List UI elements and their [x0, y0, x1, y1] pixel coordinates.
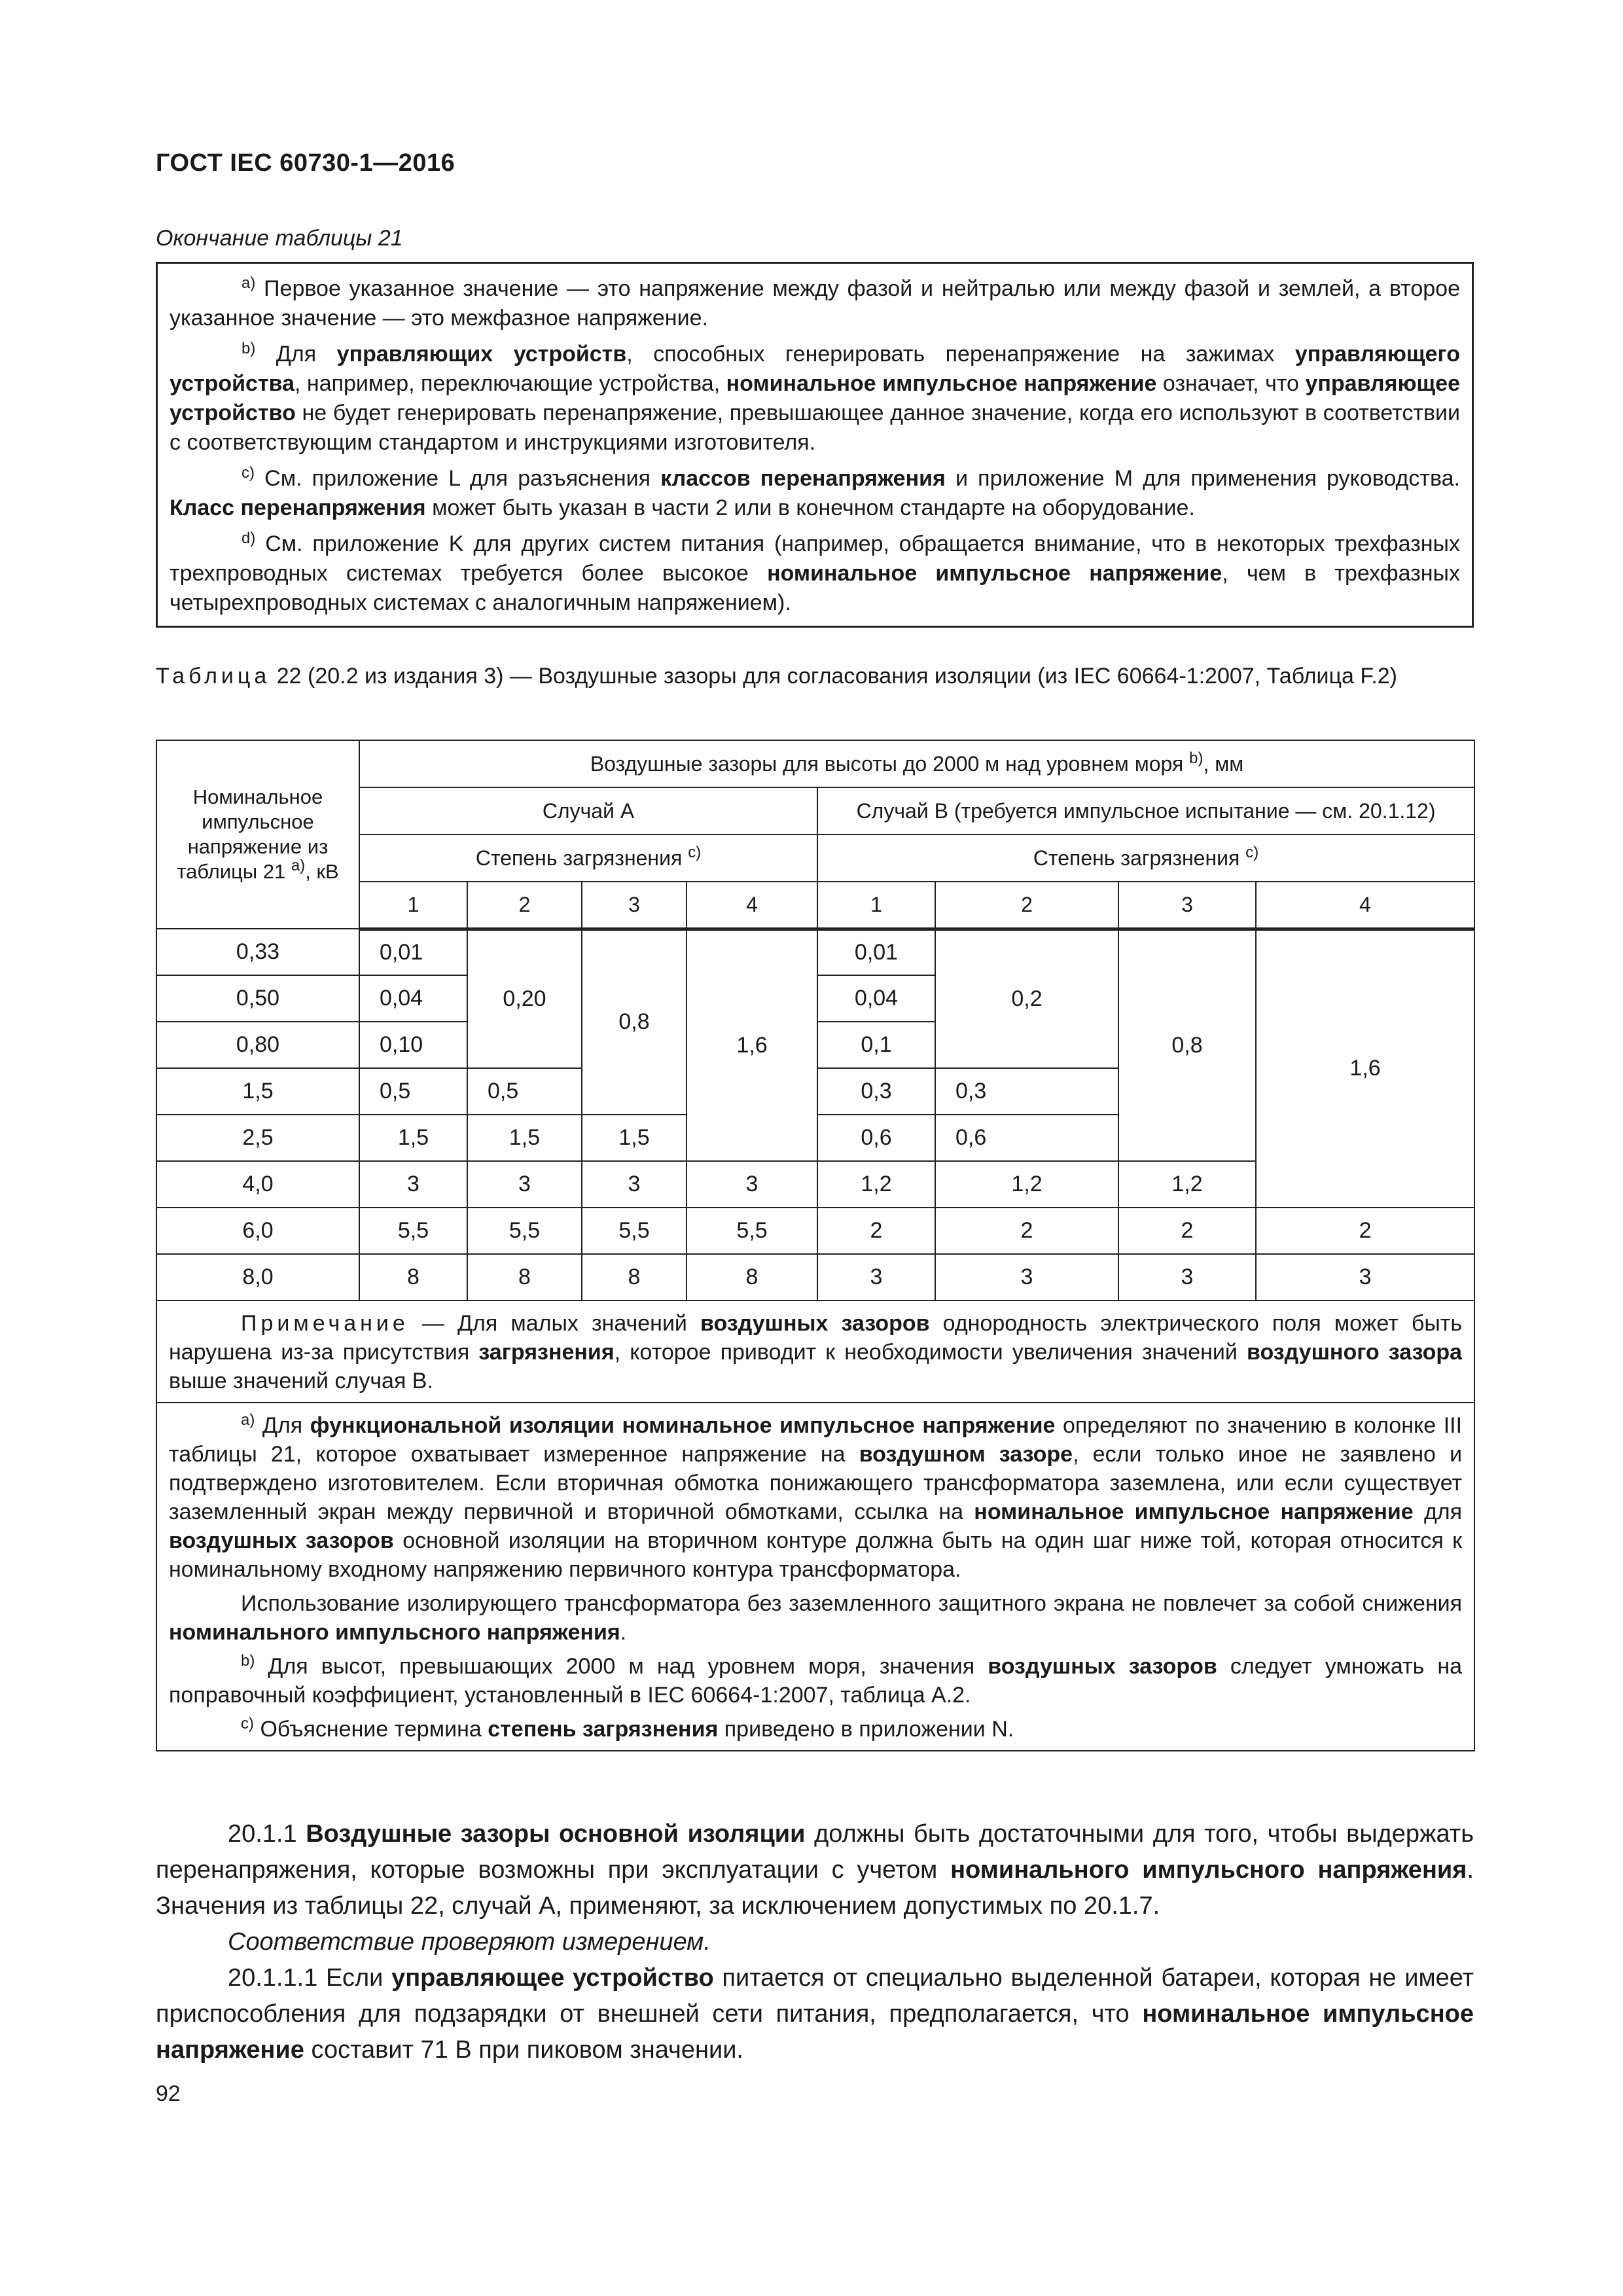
cell-voltage: 2,5: [156, 1115, 359, 1161]
degree-header: 4: [687, 882, 817, 929]
degree-header: 2: [467, 882, 582, 929]
cell-merged-value: 0,8: [582, 929, 687, 1115]
cell-value: 8: [582, 1254, 687, 1300]
pollution-header-a: Степень загрязнения $^{c)}$: [359, 834, 817, 882]
standard-header: ГОСТ IEC 60730-1—2016: [156, 149, 455, 177]
cell-value: 8: [359, 1254, 467, 1300]
cell-value: 1,2: [817, 1161, 935, 1208]
cell-value: 0,10: [359, 1022, 467, 1068]
paragraph: $^{a)}$ Первое указанное значение — это напряжение между фазой и нейтралью или между фазой и землей, а второе указанное значение — это межфазное напряжение.: [169, 274, 1460, 331]
cell-value: 1,2: [1118, 1161, 1256, 1208]
cell-value: 0,01: [817, 929, 935, 975]
cell-value: 2: [1256, 1208, 1474, 1254]
paragraph: $^{a)}$ Для функциональной изоляции номинальное импульсное напряжение определяют по значению в колонке III таблицы 21, которое охватывает измеренное напряжение на воздушном зазоре, если только иное не заявлено и подтверждено изготовителем. Если вторичная обмотка понижающего трансформатора заземлена, или если существует заземленный экран между первичной и вторичной обмотками, ссылка на номинальное импульсное напряжение для воздушных зазоров основной изоляции на вторичном контуре должна быть на один шаг ниже той, которая относится к номинальному входному напряжению первичного контура трансформатора.: [169, 1411, 1463, 1582]
cell-value: 3: [359, 1161, 467, 1208]
cell-voltage: 0,50: [156, 975, 359, 1022]
cell-value: 0,1: [817, 1022, 935, 1068]
cell-merged-value: 0,20: [467, 929, 582, 1068]
cell-value: 0,01: [359, 929, 467, 975]
cell-value: 0,6: [935, 1115, 1118, 1161]
cell-value: 1,2: [935, 1161, 1118, 1208]
cell-value: 0,3: [817, 1068, 935, 1115]
cell-value: 5,5: [467, 1208, 582, 1254]
cell-value: 0,5: [467, 1068, 582, 1115]
degree-header: 4: [1256, 882, 1474, 929]
cell-value: 0,6: [817, 1115, 935, 1161]
pollution-header-b: Степень загрязнения $^{c)}$: [817, 834, 1474, 882]
cell-value: 3: [935, 1254, 1118, 1300]
body-text: [156, 1816, 1474, 2068]
table-21-footnotes: [156, 262, 1474, 628]
cell-value: 3: [1118, 1254, 1256, 1300]
degree-header: 1: [359, 882, 467, 929]
cell-value: 8: [687, 1254, 817, 1300]
table-22-caption-text: 22 (20.2 из издания 3) — Воздушные зазоры для согласования изоляции (из IEC 60664-1:2007, Таблица F.2): [270, 664, 1397, 689]
paragraph: 20.1.1 Воздушные зазоры основной изоляции должны быть достаточными для того, чтобы выдержать перенапряжения, которые возможны при эксплуатации с учетом номинального импульсного напряжения. Значения из таблицы 22, случай А, применяют, за исключением допустимых по 20.1.7.: [156, 1820, 1474, 1920]
cell-voltage: 4,0: [156, 1161, 359, 1208]
cell-merged-value: 0,8: [1118, 929, 1256, 1161]
cell-value: 2: [935, 1208, 1118, 1254]
cell-value: 5,5: [687, 1208, 817, 1254]
cell-value: 5,5: [359, 1208, 467, 1254]
table-row: [156, 1254, 1474, 1300]
table-22-caption-word: Таблица: [156, 664, 271, 689]
cell-value: 0,04: [359, 975, 467, 1022]
paragraph: $^{b)}$ Для высот, превышающих 2000 м над уровнем моря, значения воздушных зазоров следует умножать на поправочный коэффициент, установленный в IEC 60664-1:2007, таблица А.2.: [169, 1652, 1463, 1708]
cell-value: 3: [1256, 1254, 1474, 1300]
cell-value: 0,5: [359, 1068, 467, 1115]
cell-voltage: 0,33: [156, 929, 359, 975]
paragraph: Соответствие проверяют измерением.: [228, 1928, 711, 1956]
paragraph: $^{c)}$ Объяснение термина степень загрязнения приведено в приложении N.: [241, 1715, 1014, 1742]
cell-value: 5,5: [582, 1208, 687, 1254]
clearance-table: [156, 740, 1475, 1751]
cell-value: 3: [687, 1161, 817, 1208]
cell-value: 1,5: [359, 1115, 467, 1161]
cell-value: 0,3: [935, 1068, 1118, 1115]
cell-value: 2: [1118, 1208, 1256, 1254]
cell-merged-value: 0,2: [935, 929, 1118, 1068]
paragraph: 20.1.1.1 Если управляющее устройство питается от специально выделенной батареи, которая не имеет приспособления для подзарядки от внешней сети питания, предполагается, что номинальное импульсное напряжение составит 71 В при пиковом значении.: [156, 1964, 1474, 2064]
paragraph: $^{b)}$ Для управляющих устройств, способных генерировать перенапряжение на зажимах управляющего устройства, например, переключающие устройства, номинальное импульсное напряжение означает, что управляющее устройство не будет генерировать перенапряжение, превышающее данное значение, когда его используют в соответствии с соответствующим стандартом и инструкциями изготовителя.: [169, 340, 1461, 455]
table-22-footnotes: [156, 1403, 1474, 1751]
case-a-header: Случай А: [359, 787, 817, 834]
cell-voltage: 6,0: [156, 1208, 359, 1254]
cell-value: 8: [467, 1254, 582, 1300]
table-22-note: Примечание — Для малых значений воздушных зазоров однородность электрического поля может быть нарушена из-за присутствия загрязнения, которое приводит к необходимости увеличения значений воздушного зазора выше значений случая В.: [156, 1300, 1474, 1403]
table-21-continuation-label: Окончание таблицы 21: [156, 226, 403, 251]
cell-value: 2: [817, 1208, 935, 1254]
cell-voltage: 8,0: [156, 1254, 359, 1300]
cell-value: 3: [467, 1161, 582, 1208]
paragraph: Использование изолирующего трансформатора без заземленного защитного экрана не повлечет за собой снижения номинального импульсного напряжения.: [169, 1591, 1463, 1645]
span-header-clearances: Воздушные зазоры для высоты до 2000 м над уровнем моря $^{b)}$, мм: [359, 740, 1474, 787]
degree-header: 3: [582, 882, 687, 929]
cell-value: 0,04: [817, 975, 935, 1022]
cell-voltage: 1,5: [156, 1068, 359, 1115]
table-row: [156, 929, 1474, 975]
case-b-header: Случай В (требуется импульсное испытание — см. 20.1.12): [817, 787, 1474, 834]
degree-header: 3: [1118, 882, 1256, 929]
cell-value: 1,5: [467, 1115, 582, 1161]
paragraph: $^{c)}$ См. приложение L для разъяснения классов перенапряжения и приложение M для применения руководства. Класс перенапряжения может быть указан в части 2 или в конечном стандарте на оборудование.: [169, 464, 1460, 520]
degree-header: 2: [935, 882, 1118, 929]
cell-voltage: 0,80: [156, 1022, 359, 1068]
cell-value: 3: [582, 1161, 687, 1208]
cell-merged-value: 1,6: [1256, 929, 1474, 1208]
paragraph: $^{d)}$ См. приложение K для других систем питания (например, обращается внимание, что в некоторых трехфазных трехпроводных системах требуется более высокое номинальное импульсное напряжение, чем в трехфазных четырехпроводных системах с аналогичным напряжением).: [169, 529, 1460, 615]
table-22-caption: [156, 661, 1474, 691]
cell-value: 3: [817, 1254, 935, 1300]
col-header-rated-voltage: Номинальное импульсное напряжение из таблицы 21 $^{a)}$, кВ: [156, 740, 359, 929]
table-row: [156, 1208, 1474, 1254]
cell-merged-value: 1,6: [687, 929, 817, 1161]
cell-value: 1,5: [582, 1115, 687, 1161]
degree-header: 1: [817, 882, 935, 929]
page-number: 92: [156, 2081, 181, 2106]
